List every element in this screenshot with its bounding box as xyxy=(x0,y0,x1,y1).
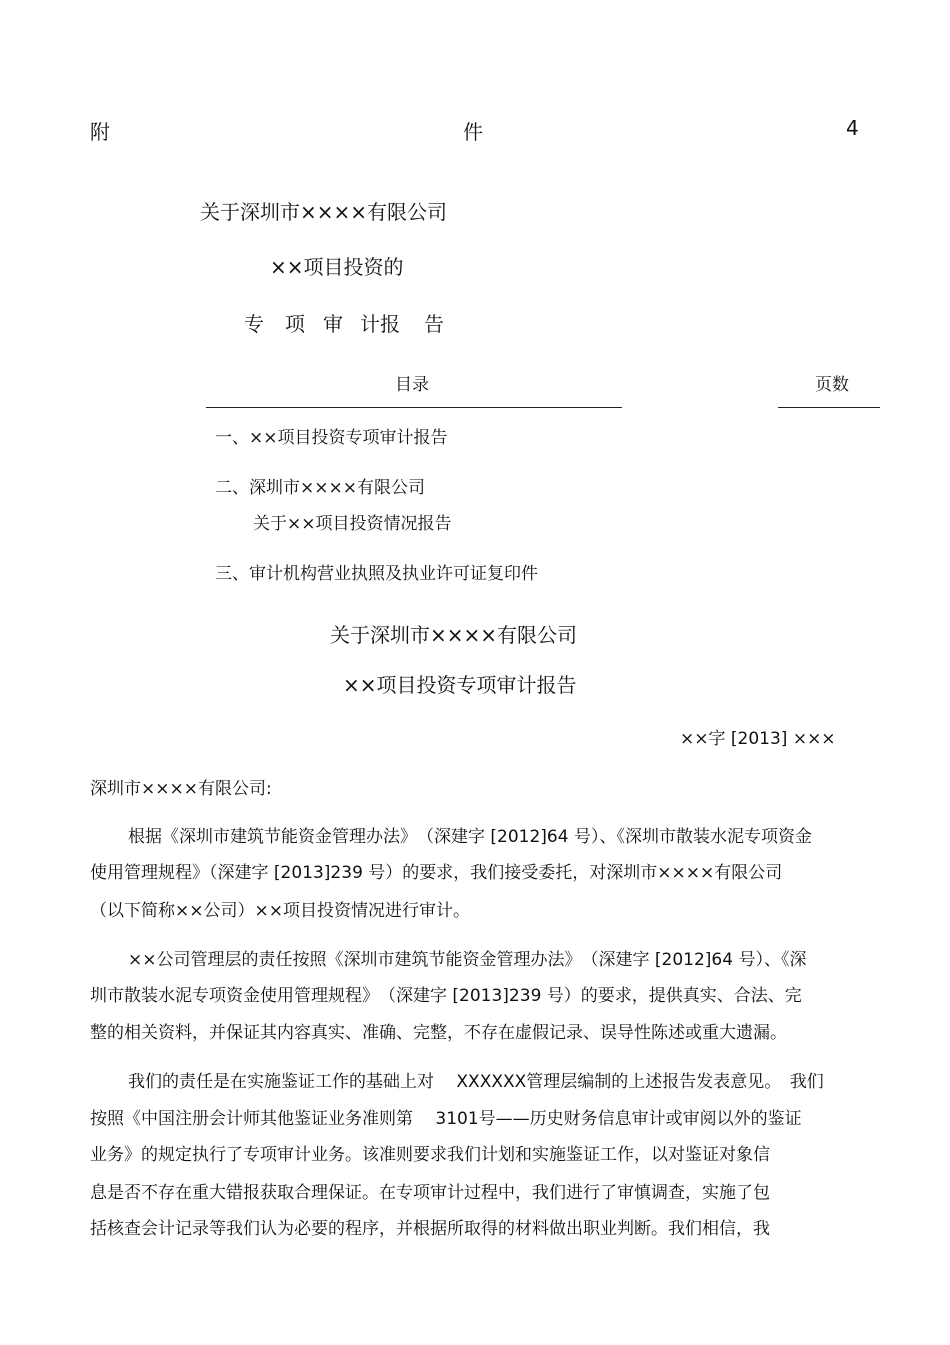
header-attachment-number: 4 xyxy=(846,116,859,140)
paragraph-1-line: 根据《深圳市建筑节能资金管理办法》 （深建字 [2012]64 号）、《深圳市散装水泥专项资金 xyxy=(128,827,812,847)
paragraph-1-line: （以下简称××公司）××项目投资情况进行审计。 xyxy=(90,901,470,921)
paragraph-3-line: 息是否不存在重大错报获取合理保证。在专项审计过程中，我们进行了审慎调查，实施了包 xyxy=(90,1183,770,1203)
paragraph-2-line: ××公司管理层的责任按照《深圳市建筑节能资金管理办法》 （深建字 [2012]64 号）、《深 xyxy=(128,950,807,970)
report-addressee: 深圳市××××有限公司: xyxy=(90,779,272,799)
header-label-left: 附 xyxy=(90,120,110,144)
toc-item: 一、××项目投资专项审计报告 xyxy=(215,428,448,448)
toc-item: 关于××项目投资情况报告 xyxy=(253,514,452,534)
toc-column-pages: 页数 xyxy=(815,375,849,395)
cover-title-word-2: 项 xyxy=(285,312,305,336)
paragraph-3-line: 业务》的规定执行了专项审计业务。该准则要求我们计划和实施鉴证工作，以对鉴证对象信 xyxy=(90,1145,770,1165)
toc-column-title: 目录 xyxy=(395,375,429,395)
paragraph-2-line: 圳市散装水泥专项资金使用管理规程》 （深建字 [2013]239 号）的要求，提供真实、合法、完 xyxy=(90,986,802,1006)
cover-title-word-5: 告 xyxy=(424,312,444,336)
paragraph-3-line: 括核查会计记录等我们认为必要的程序，并根据所取得的材料做出职业判断。我们相信，我 xyxy=(90,1219,770,1239)
paragraph-3-line: 按照《中国注册会计师其他鉴证业务准则第 3101号——历史财务信息审计或审阅以外的鉴证 xyxy=(90,1109,802,1129)
report-reference-number: ××字 [2013] ××× xyxy=(680,729,836,749)
paragraph-2-line: 整的相关资料，并保证其内容真实、准确、完整，不存在虚假记录、误导性陈述或重大遗漏。 xyxy=(90,1023,787,1043)
report-title-line1: 关于深圳市××××有限公司 xyxy=(330,623,578,647)
cover-title-line2: ××项目投资的 xyxy=(270,255,404,279)
paragraph-3-line: 我们的责任是在实施鉴证工作的基础上对 XXXXXX管理层编制的上述报告发表意见。 我们 xyxy=(128,1072,824,1092)
toc-item: 三、审计机构营业执照及执业许可证复印件 xyxy=(215,564,538,584)
toc-rule-left xyxy=(206,407,622,408)
cover-title-line1: 关于深圳市××××有限公司 xyxy=(200,200,448,224)
toc-rule-right xyxy=(778,407,880,408)
paragraph-1-line: 使用管理规程》（深建字 [2013]239 号）的要求，我们接受委托，对深圳市××××有限公司 xyxy=(90,863,783,883)
cover-title-word-3: 审 xyxy=(323,312,343,336)
cover-title-word-1: 专 xyxy=(244,312,264,336)
toc-item: 二、深圳市××××有限公司 xyxy=(215,478,425,498)
cover-title-word-4: 计报 xyxy=(360,312,400,336)
report-title-line2: ××项目投资专项审计报告 xyxy=(343,673,577,697)
header-label-center: 件 xyxy=(463,120,483,144)
